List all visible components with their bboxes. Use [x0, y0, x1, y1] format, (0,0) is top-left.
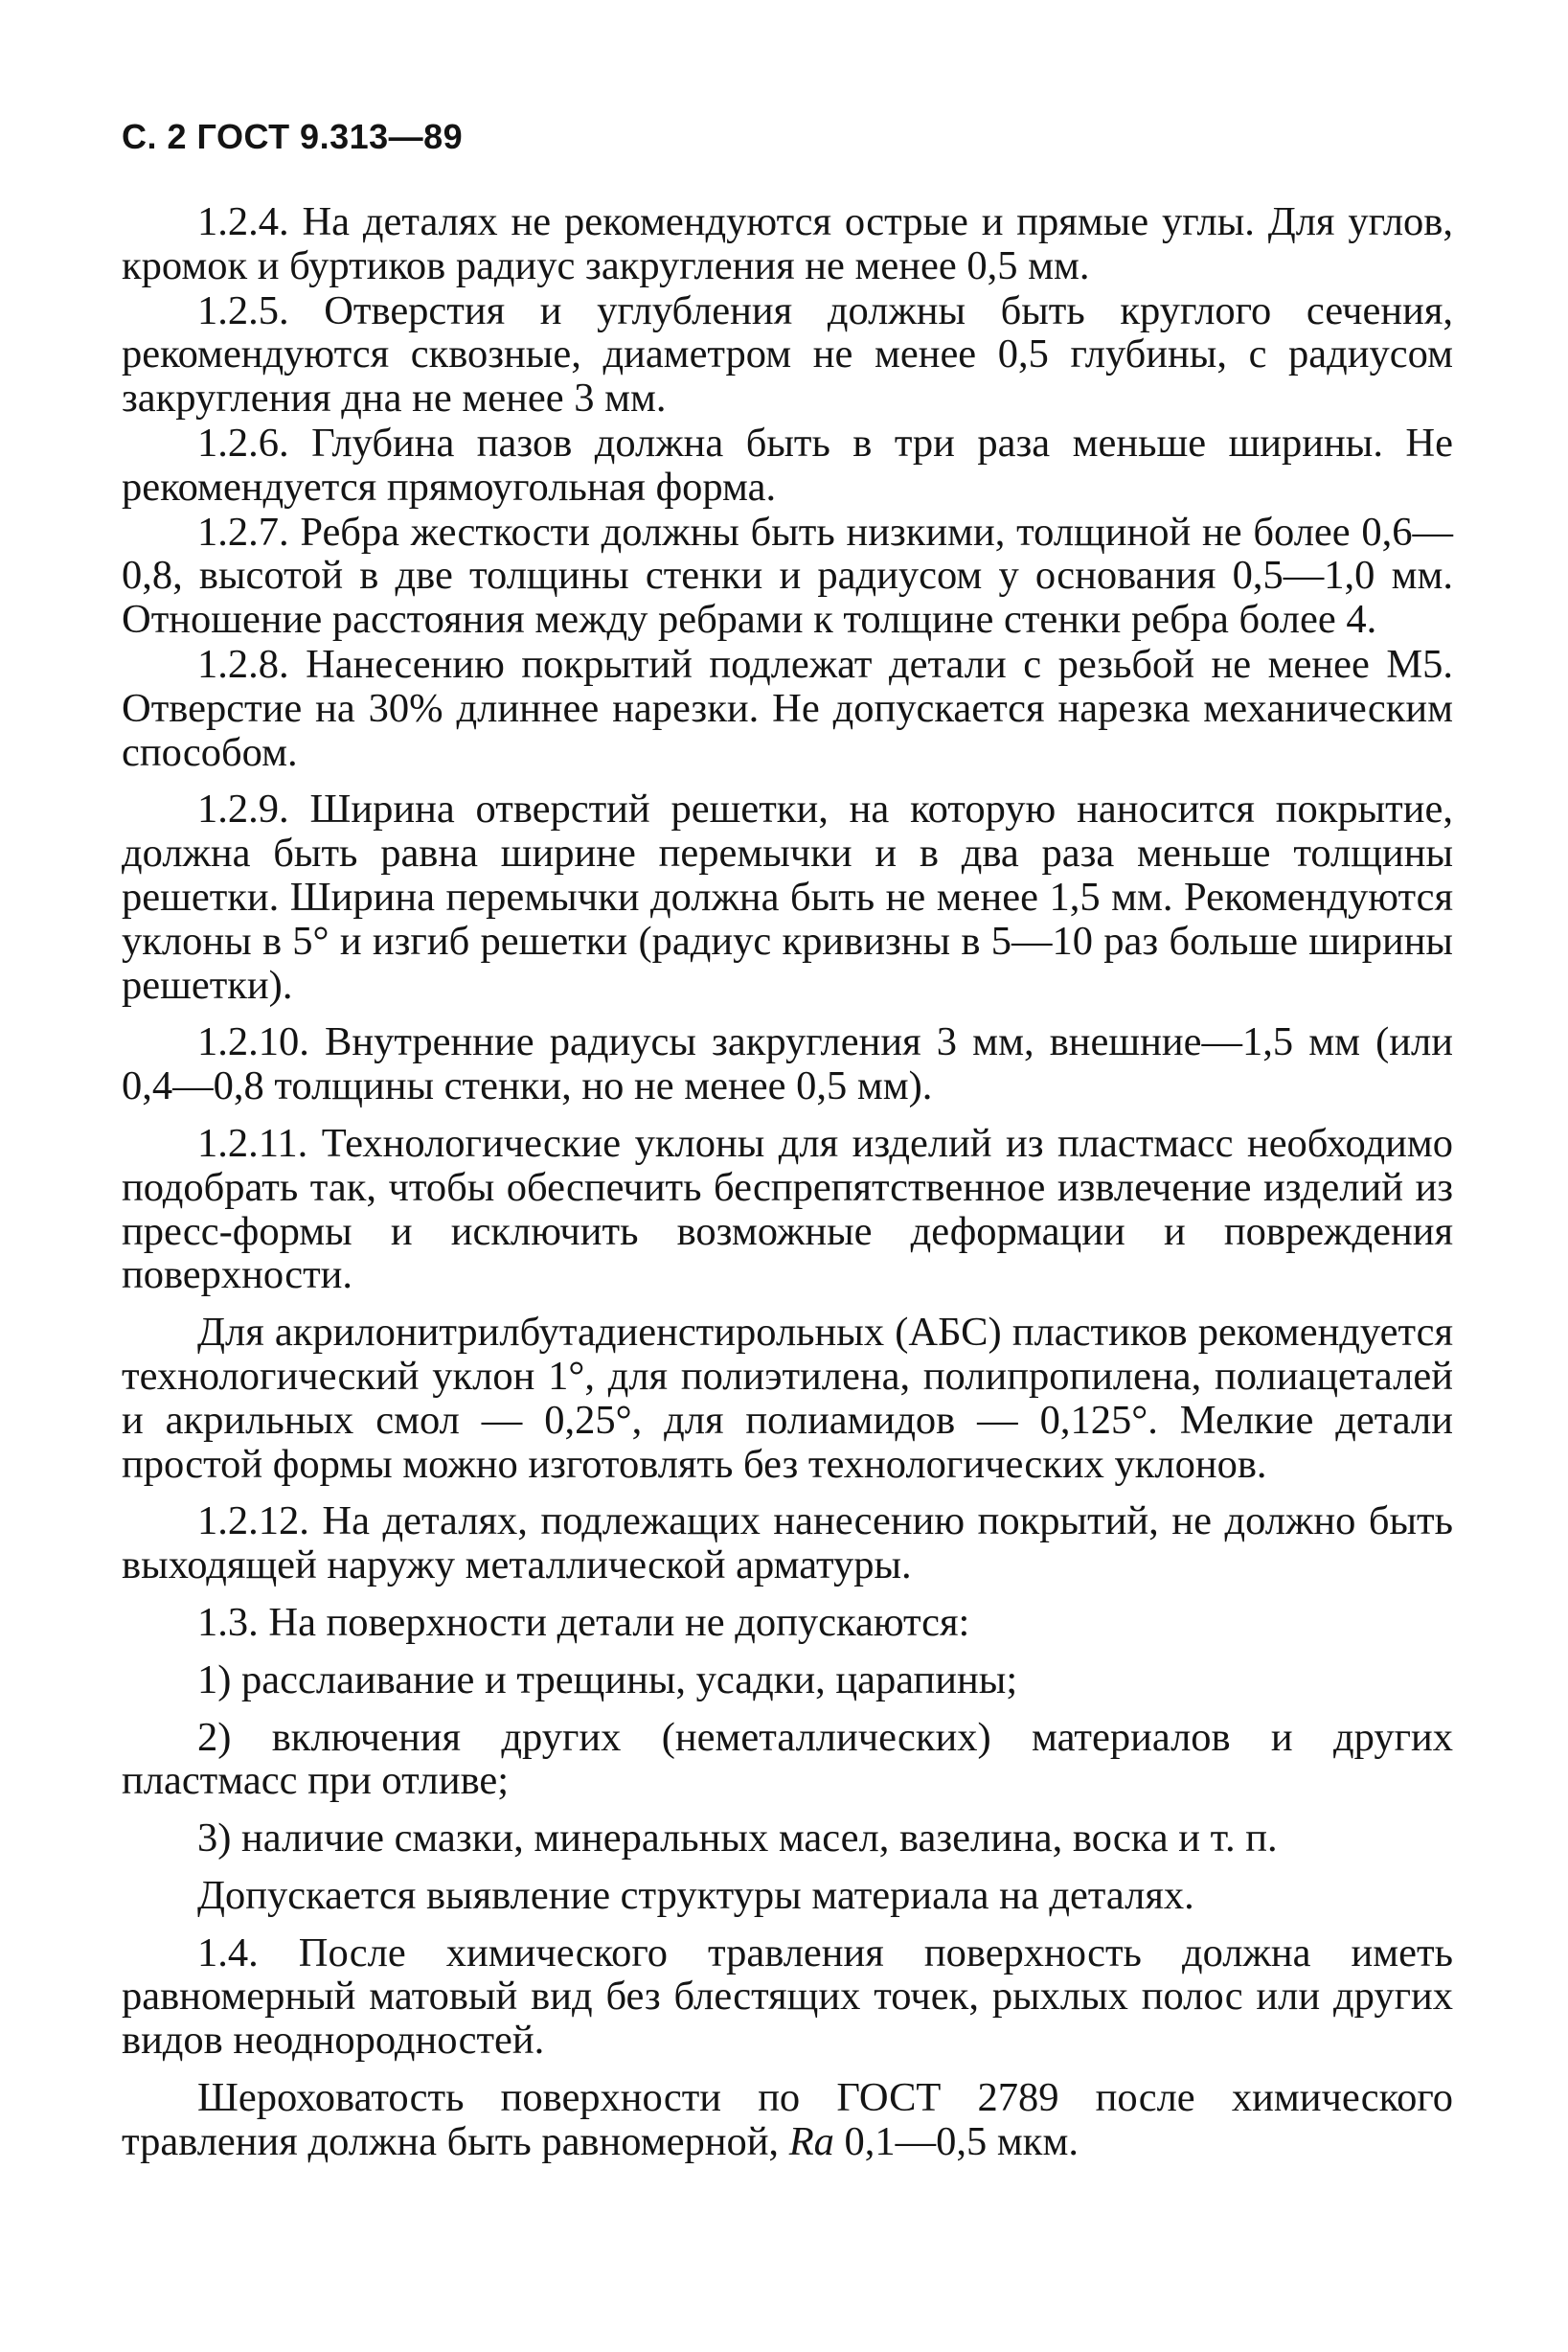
paragraph-1-2-9: 1.2.9. Ширина отверстий решетки, на которую наносится покрытие, должна быть равна ширине перемычки и в два раза меньше толщины решетки. Ширина перемычки должна быть не менее 1,5 мм. Рекомендуются уклоны в 5° и изгиб решетки (радиус кривизны в 5—10 раз больше ширины решетки). — [122, 787, 1453, 1008]
paragraph-1-2-4: 1.2.4. На деталях не рекомендуются острые и прямые углы. Для углов, кромок и буртиков радиус закругления не менее 0,5 мм. — [122, 199, 1453, 288]
paragraph-1-3: 1.3. На поверхности детали не допускаются: — [197, 1599, 970, 1645]
paragraph-roughness — [122, 2076, 1453, 2164]
body-text — [122, 199, 1453, 2164]
list-item-1: 1) расслаивание и трещины, усадки, царапины; — [197, 1656, 1018, 1702]
roughness-value: 0,1—0,5 мкм. — [844, 2118, 1079, 2164]
paragraph-1-2-12: 1.2.12. На деталях, подлежащих нанесению покрытий, не должно быть выходящей наружу металлической арматуры. — [122, 1498, 1453, 1588]
paragraph-structure: Допускается выявление структуры материала на деталях. — [197, 1872, 1194, 1918]
paragraph-1-4: 1.4. После химического травления поверхность должна иметь равномерный матовый вид без блестящих точек, рыхлых полос или других видов неоднородностей. — [122, 1930, 1453, 2064]
list-item-3: 3) наличие смазки, минеральных масел, вазелина, воска и т. п. — [197, 1815, 1278, 1861]
paragraph-1-2-10: 1.2.10. Внутренние радиусы закругления 3 мм, внешние—1,5 мм (или 0,4—0,8 толщины стенки, но не менее 0,5 мм). — [122, 1019, 1453, 1109]
paragraph-1-2-8: 1.2.8. Нанесению покрытий подлежат детали с резьбой не менее М5. Отверстие на 30% длиннее нарезки. Не допускается нарезка механическим способом. — [122, 641, 1453, 775]
paragraph-1-2-5: 1.2.5. Отверстия и углубления должны быть круглого сечения, рекомендуются сквозные, диаметром не менее 0,5 глубины, с радиусом закругления дна не менее 3 мм. — [122, 287, 1453, 422]
roughness-symbol: Ra — [788, 2118, 834, 2164]
paragraph-1-2-7: 1.2.7. Ребра жесткости должны быть низкими, толщиной не более 0,6—0,8, высотой в две толщины стенки и радиусом у основания 0,5—1,0 мм. Отношение расстояния между ребрами к толщине стенки ребра более 4. — [122, 509, 1453, 643]
paragraph-1-2-6: 1.2.6. Глубина пазов должна быть в три раза меньше ширины. Не рекомендуется прямоугольная форма. — [122, 420, 1453, 510]
paragraph-1-2-11: 1.2.11. Технологические уклоны для изделий из пластмасс необходимо подобрать так, чтобы обеспечить беспрепятственное извлечение изделий из пресс-формы и исключить возможные деформации и повреждения поверхности. — [122, 1120, 1453, 1298]
paragraph-abs-slopes: Для акрилонитрилбутадиенстирольных (АБС) пластиков рекомендуется технологический уклон 1°, для полиэтилена, полипропилена, полиацеталей и акрильных смол — 0,25°, для полиамидов — 0,125°. Мелкие детали простой формы можно изготовлять без технологических уклонов. — [122, 1310, 1453, 1487]
running-head: С. 2 ГОСТ 9.313—89 — [122, 117, 464, 156]
list-item-2: 2) включения других (неметаллических) материалов и других пластмасс при отливе; — [122, 1714, 1453, 1804]
roughness-text: Шероховатость поверхности по ГОСТ 2789 после химического травления должна быть равномерной, — [122, 2075, 1453, 2164]
